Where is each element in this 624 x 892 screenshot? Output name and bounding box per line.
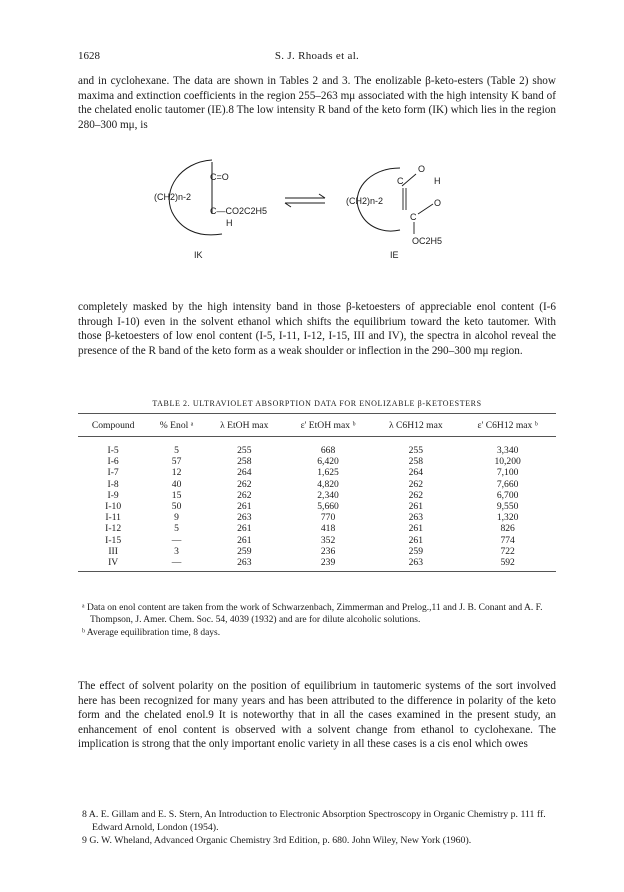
- table-cell: 5: [174, 445, 179, 456]
- table-cell: 263: [237, 512, 252, 524]
- table-cell: 264: [408, 467, 423, 479]
- table-cell: 50: [171, 501, 182, 513]
- keto-structure: [154, 160, 267, 260]
- table-cell: 258: [237, 456, 252, 468]
- enol-ethoxy: OC2H5: [412, 236, 443, 246]
- table-cell: 262: [408, 489, 423, 501]
- page-number: 1628: [78, 50, 100, 62]
- table-row: [78, 479, 556, 490]
- table-cell: 5: [174, 523, 179, 535]
- table-cell: 770: [320, 512, 336, 524]
- table-cell: I-12: [105, 523, 122, 535]
- table-cell: 57: [171, 456, 182, 468]
- table-cell: —: [148, 557, 205, 572]
- col-epsilon-c6h12: ε' C6H12 max ᵇ: [459, 414, 556, 437]
- table-cell: 255: [408, 445, 423, 456]
- col-compound: Compound: [78, 414, 148, 437]
- table-cell: 9,550: [496, 501, 519, 513]
- col-lambda-etoh: λ EtOH max: [205, 414, 284, 437]
- table-cell: I-9: [107, 489, 119, 501]
- table-cell: 236: [320, 545, 336, 557]
- table-cell: 40: [171, 478, 182, 490]
- table-cell: 261: [237, 501, 252, 513]
- table-cell: I-5: [107, 445, 119, 456]
- table-cell: 9: [174, 512, 179, 524]
- keto-ester: C—CO2C2H5: [210, 206, 268, 216]
- col-epsilon-etoh: ε' EtOH max ᵇ: [284, 414, 373, 437]
- table-cell: 263: [205, 557, 284, 572]
- table-cell: 262: [237, 478, 252, 490]
- table-cell: 418: [320, 523, 336, 535]
- table-cell: 263: [408, 512, 423, 524]
- paragraph-3-text: The effect of solvent polarity on the position of equilibrium in tautomeric systems of the sort involved here has been recognized for many years and has been attributed to the difference in polarity of the keto form and the chelated enol.9 It is noteworthy that in all the cases examined in the present study, an enhancement of enol content is observed with a solvent change from ethanol to cyclohexane. The implication is strong that the only important enolic variety in all these cases is a cis enol which owes: [78, 680, 556, 751]
- table-cell: 7,100: [496, 467, 519, 479]
- table-cell: III: [108, 545, 118, 557]
- table-row: [78, 467, 556, 478]
- table-cell: 3: [174, 545, 179, 557]
- table-cell: 6,420: [317, 456, 339, 468]
- paragraph-2: [78, 300, 556, 358]
- table-cell: 826: [500, 523, 515, 535]
- paragraph-1: [78, 74, 556, 132]
- table-cell: I-6: [107, 456, 119, 468]
- table-cell: I-11: [105, 512, 121, 524]
- table-cell: 3,340: [496, 445, 519, 456]
- enol-structure: [346, 164, 442, 260]
- table-cell: I-15: [105, 534, 122, 546]
- table-note-a: ᵃ Data on enol content are taken from the work of Schwarzenbach, Zimmerman and Prelog.,11 and J. B. Conant and A. F. Thompson, J. Amer. Chem. Soc. 54, 4039 (1932) and are for dilute alcoholic solutions.: [82, 603, 543, 626]
- keto-carbonyl: C=O: [210, 172, 229, 182]
- table-cell: I-7: [107, 467, 119, 479]
- enol-ester-carbon: C: [410, 212, 417, 222]
- table-cell: 4,820: [317, 478, 339, 490]
- footnote-9: 9 G. W. Wheland, Advanced Organic Chemistry 3rd Edition, p. 680. John Wiley, New York (1960).: [82, 835, 472, 846]
- table-cell: 774: [500, 534, 515, 546]
- table-cell: 1,625: [317, 467, 339, 479]
- table-cell: 7,660: [496, 478, 519, 490]
- table-cell: 592: [459, 557, 556, 572]
- table-cell: 261: [408, 523, 423, 535]
- paragraph-2-text: completely masked by the high intensity band in those β-ketoesters of appreciable enol content (I-6 through I-10) even in the solvent ethanol which shifts the equilibrium toward the keto tautomer. With those β-ketoesters of low enol content (I-5, I-11, I-12, I-15, III and IV), the spectra in alcohol reveal the presence of the R band of the keto form as a weak shoulder or inflection in the 290–300 mμ region.: [78, 301, 556, 357]
- keto-ring-label: (CH2)n-2: [154, 192, 192, 202]
- table-row: [78, 456, 556, 467]
- col-enol: % Enol ᵃ: [148, 414, 205, 437]
- enol-carbon: C: [397, 176, 404, 186]
- table-row: [78, 546, 556, 557]
- table-row: [78, 535, 556, 546]
- table-cell: 259: [408, 545, 423, 557]
- table-cell: 239: [284, 557, 373, 572]
- table-cell: 1,320: [496, 512, 519, 524]
- table-cell: 15: [171, 489, 182, 501]
- footnote-8: 8 A. E. Gillam and E. S. Stern, An Introduction to Electronic Absorption Spectroscopy in Organic Chemistry p. 111 ff. Edward Arnold, London (1954).: [82, 809, 546, 833]
- table-cell: 261: [237, 534, 252, 546]
- table-cell: 6,700: [496, 489, 519, 501]
- table-row: [78, 490, 556, 501]
- table-row: [78, 523, 556, 534]
- table-note-b: ᵇ Average equilibration time, 8 days.: [82, 627, 221, 638]
- keto-hydrogen: H: [226, 218, 233, 228]
- enol-ester-oxygen: O: [434, 198, 442, 208]
- col-lambda-c6h12: λ C6H12 max: [372, 414, 459, 437]
- paragraph-3: [78, 679, 556, 752]
- keto-label: IK: [194, 250, 203, 260]
- table-cell: —: [171, 534, 182, 546]
- table-row: [78, 557, 556, 572]
- table-caption: TABLE 2. ULTRAVIOLET ABSORPTION DATA FOR ENOLIZABLE β-KETOESTERS: [152, 399, 482, 408]
- table-cell: 258: [408, 456, 423, 468]
- table-cell: IV: [78, 557, 148, 572]
- table-cell: 261: [237, 523, 252, 535]
- table-cell: 5,660: [317, 501, 339, 513]
- table-cell: 264: [237, 467, 252, 479]
- table-cell: 352: [320, 534, 336, 546]
- enol-hydrogen: H: [434, 176, 441, 186]
- running-title: S. J. Rhoads et al.: [274, 50, 360, 62]
- table-cell: 262: [408, 478, 423, 490]
- table-cell: 261: [408, 534, 423, 546]
- table-cell: 10,200: [494, 456, 521, 468]
- table-cell: I-10: [105, 501, 122, 513]
- table-cell: I-8: [107, 478, 119, 490]
- table-cell: 259: [237, 545, 252, 557]
- table-cell: 722: [500, 545, 515, 557]
- table-row: [78, 512, 556, 523]
- table-header-row: [78, 414, 556, 437]
- tautomer-structures-figure: [150, 150, 480, 260]
- footnotes: [78, 808, 556, 847]
- table-cell: 263: [372, 557, 459, 572]
- table-cell: 2,340: [317, 489, 339, 501]
- enol-ring-label: (CH2)n-2: [346, 196, 384, 206]
- uv-absorption-table: [78, 413, 556, 572]
- table-cell: 262: [237, 489, 252, 501]
- enol-label: IE: [390, 250, 399, 260]
- paragraph-1-text: and in cyclohexane. The data are shown in Tables 2 and 3. The enolizable β-keto-esters (Table 2) show maxima and extinction coefficients in the region 255–263 mμ associated with the high intensity K band of the chelated enolic tautomer (IE).8 The low intensity R band of the keto form (IK) which lies in the region 280–300 mμ, is: [78, 75, 556, 131]
- table-cell: 668: [320, 445, 336, 456]
- equilibrium-arrows-icon: [285, 194, 325, 207]
- table-cell: 12: [171, 467, 182, 479]
- table-cell: 261: [408, 501, 423, 513]
- enol-oxygen: O: [418, 164, 426, 174]
- table-notes: [78, 602, 556, 639]
- table-cell: 255: [237, 445, 252, 456]
- table-row: [78, 501, 556, 512]
- table-row: [78, 437, 556, 457]
